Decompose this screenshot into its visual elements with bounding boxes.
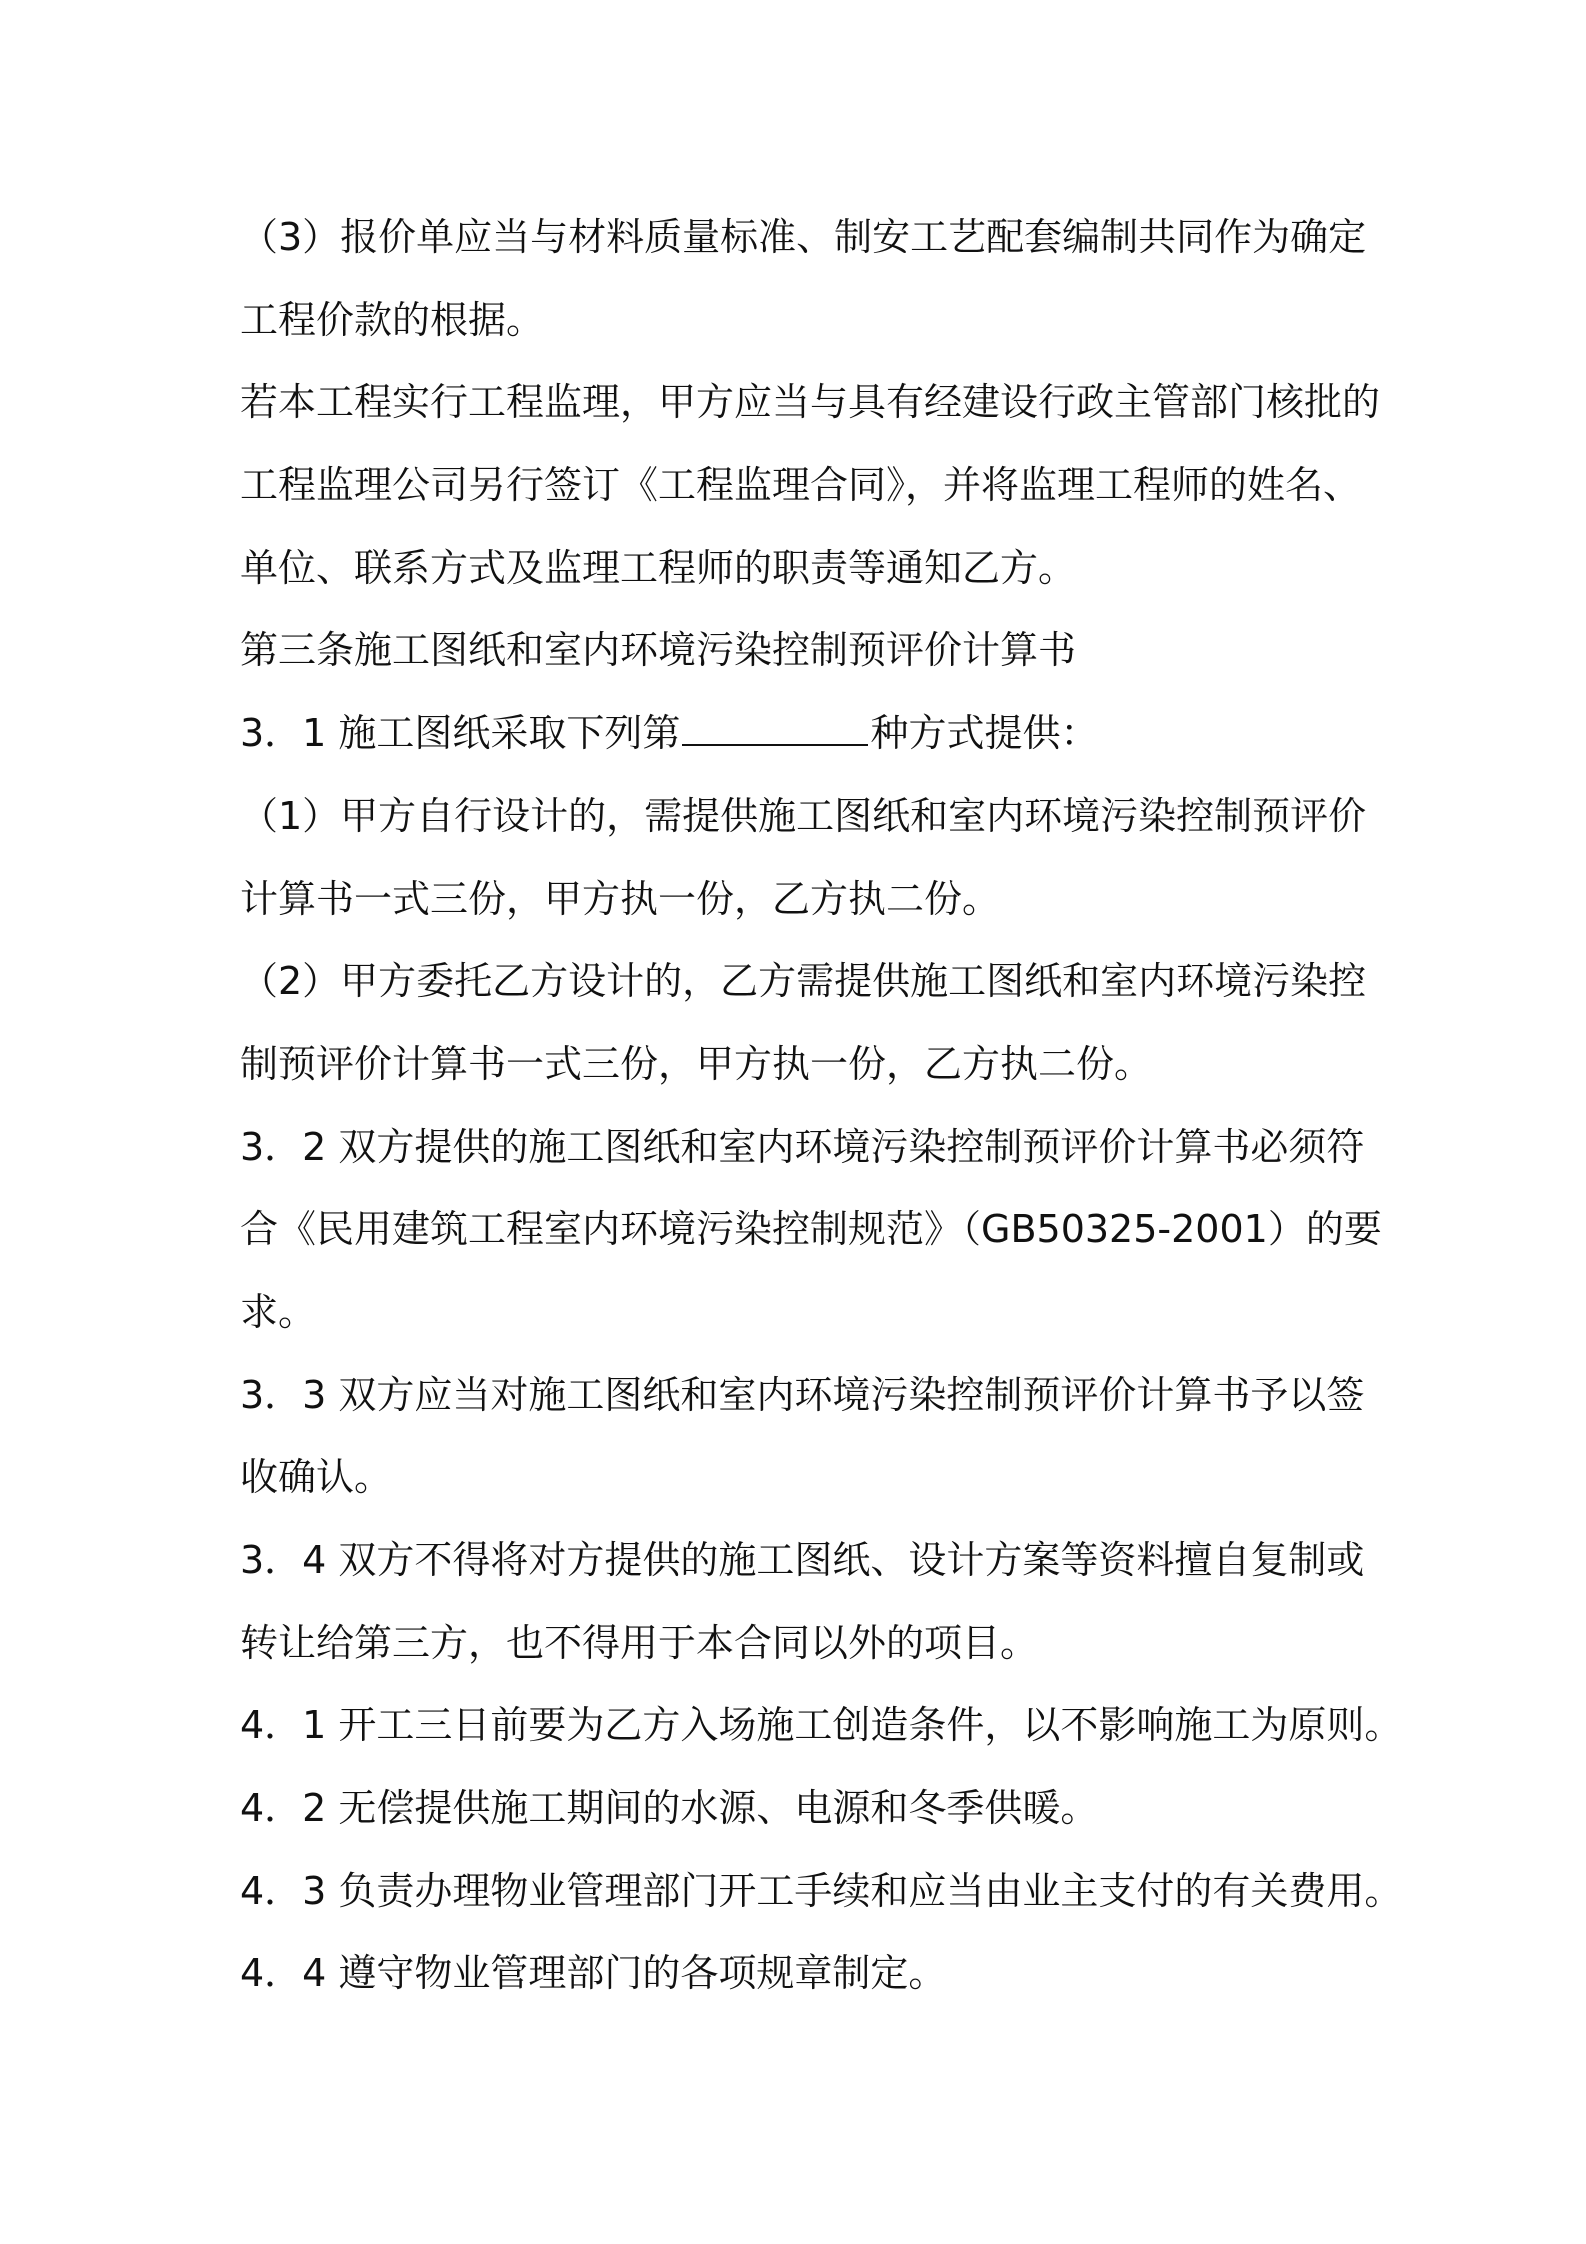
fill-in-prefix: 3．1 施工图纸采取下列第: [240, 711, 681, 756]
paragraph-line: 4．2 无偿提供施工期间的水源、电源和冬季供暖。: [240, 1786, 1099, 1831]
paragraph-line: 3．2 双方提供的施工图纸和室内环境污染控制预评价计算书必须符: [240, 1124, 1365, 1169]
fill-in-line: [240, 692, 1370, 775]
paragraph-line: 若本工程实行工程监理，甲方应当与具有经建设行政主管部门核批的: [240, 380, 1381, 425]
paragraph-line: 转让给第三方，也不得用于本合同以外的项目。: [240, 1620, 1039, 1665]
paragraph-line: 计算书一式三份，甲方执一份，乙方执二份。: [240, 876, 1001, 921]
paragraph-line: 4．1 开工三日前要为乙方入场施工创造条件，以不影响施工为原则。: [240, 1703, 1403, 1748]
paragraph-line: 4．4 遵守物业管理部门的各项规章制定。: [240, 1951, 947, 1996]
document-body: [240, 196, 1403, 2015]
paragraph-line: （3）报价单应当与材料质量标准、制安工艺配套编制共同作为确定: [240, 215, 1367, 259]
paragraph-line: 收确认。: [240, 1455, 393, 1500]
paragraph-line: 制预评价计算书一式三份，甲方执一份，乙方执二份。: [240, 1041, 1153, 1086]
paragraph-line: 4．3 负责办理物业管理部门开工手续和应当由业主支付的有关费用。: [240, 1868, 1403, 1913]
fill-in-blank: [682, 714, 868, 746]
paragraph-line: 合《民用建筑工程室内环境污染控制规范》（GB50325-2001）的要: [240, 1207, 1382, 1252]
paragraph-line: 单位、联系方式及监理工程师的职责等通知乙方。: [240, 545, 1077, 590]
paragraph-line: （1）甲方自行设计的，需提供施工图纸和室内环境污染控制预评价: [240, 793, 1367, 838]
paragraph-line: （2）甲方委托乙方设计的，乙方需提供施工图纸和室内环境污染控: [240, 959, 1367, 1004]
paragraph-line: 3．3 双方应当对施工图纸和室内环境污染控制预评价计算书予以签: [240, 1372, 1365, 1417]
paragraph-line: 工程监理公司另行签订《工程监理合同》，并将监理工程师的姓名、: [240, 463, 1362, 508]
section-heading: 第三条施工图纸和室内环境污染控制预评价计算书: [240, 628, 1077, 673]
fill-in-suffix: 种方式提供：: [870, 711, 1099, 756]
paragraph-line: 工程价款的根据。: [240, 297, 545, 342]
paragraph-line: 求。: [240, 1289, 317, 1334]
paragraph-line: 3．4 双方不得将对方提供的施工图纸、设计方案等资料擅自复制或: [240, 1538, 1365, 1582]
